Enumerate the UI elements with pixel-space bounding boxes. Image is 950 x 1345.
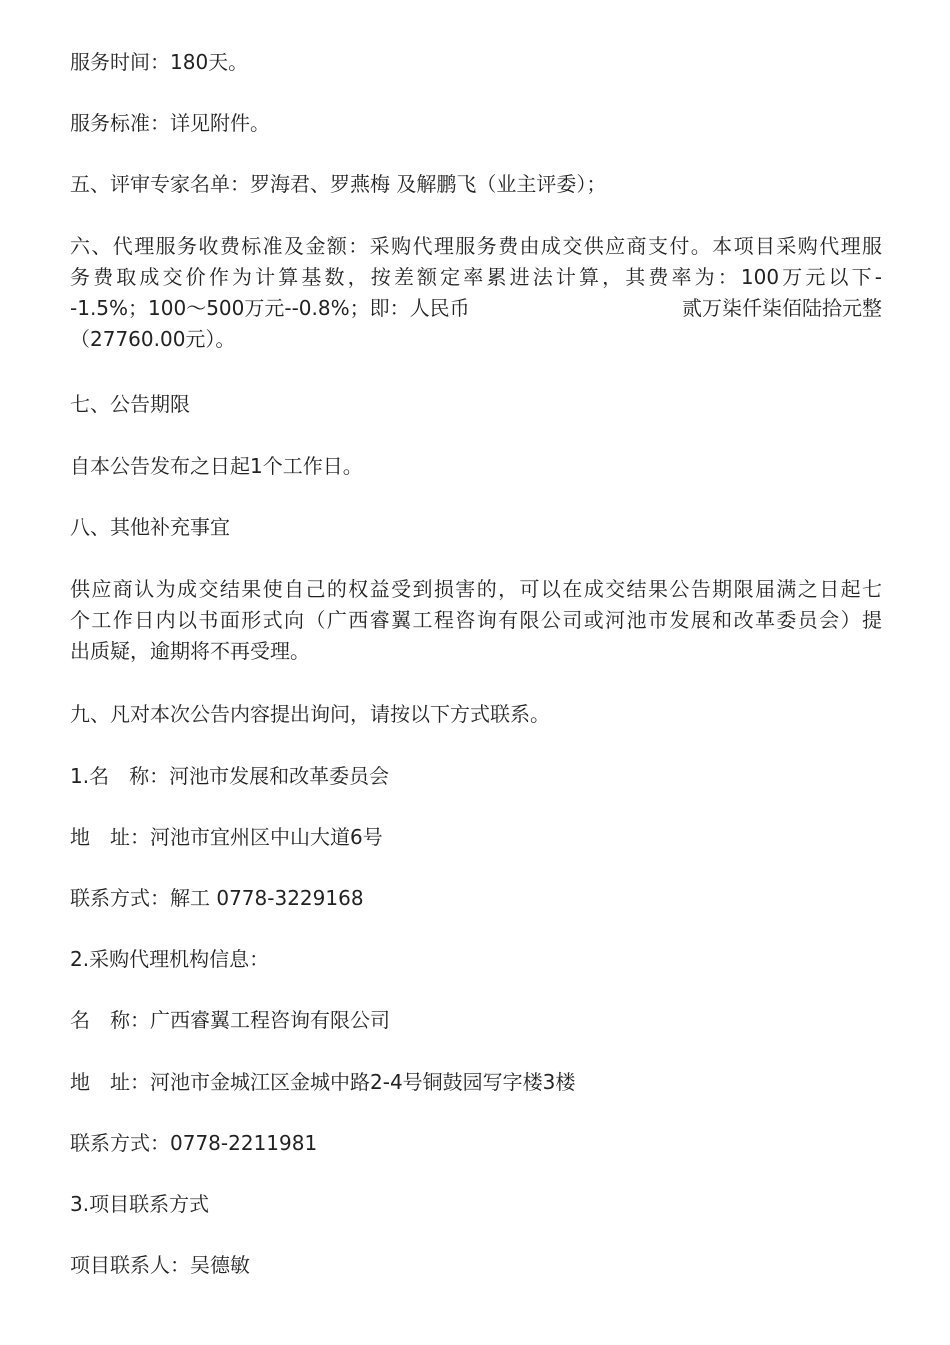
section-5-expert-list: 五、评审专家名单：罗海君、罗燕梅 及解鹏飞（业主评委）； [70, 172, 607, 196]
buyer-address: 地 址：河池市宜州区中山大道6号 [70, 825, 383, 849]
section-8-title: 八、其他补充事宜 [70, 515, 230, 539]
fee-amount-chinese: 贰万柒仟柒佰陆拾元整 [682, 296, 882, 320]
section-8-line-3: 出质疑，逾期将不再受理。 [70, 639, 310, 663]
agency-contact: 联系方式：0778-2211981 [70, 1131, 318, 1155]
section-8-line-2: 个工作日内以书面形式向（广西睿翼工程咨询有限公司或河池市发展和改革委员会）提 [70, 608, 882, 632]
section-8-text [70, 574, 882, 667]
section-6-line-4: （27760.00元）。 [70, 327, 236, 351]
project-contact-person: 项目联系人：吴德敏 [70, 1253, 250, 1277]
service-time: 服务时间：180天。 [70, 50, 249, 74]
agency-info-title: 2.采购代理机构信息： [70, 947, 270, 971]
fee-rate-text: -1.5%；100～500万元--0.8%；即：人民币 [70, 296, 470, 320]
project-contact-title: 3.项目联系方式 [70, 1192, 210, 1216]
section-6-line-3 [70, 293, 882, 324]
buyer-contact: 联系方式：解工 0778-3229168 [70, 886, 364, 910]
buyer-name: 1.名 称：河池市发展和改革委员会 [70, 764, 390, 788]
section-8-line-1: 供应商认为成交结果使自己的权益受到损害的，可以在成交结果公告期限届满之日起七 [70, 577, 882, 601]
section-6-agency-fee [70, 231, 882, 355]
service-standard: 服务标准：详见附件。 [70, 111, 270, 135]
section-7-title: 七、公告期限 [70, 392, 190, 416]
agency-address: 地 址：河池市金城江区金城中路2-4号铜鼓园写字楼3楼 [70, 1070, 576, 1094]
section-6-line-1: 六、代理服务收费标准及金额：采购代理服务费由成交供应商支付。本项目采购代理服 [70, 234, 882, 258]
section-7-text: 自本公告发布之日起1个工作日。 [70, 454, 363, 478]
section-6-line-2: 务费取成交价作为计算基数，按差额定率累进法计算，其费率为：100万元以下- [70, 265, 882, 289]
agency-name: 名 称：广西睿翼工程咨询有限公司 [70, 1008, 390, 1032]
section-9-title: 九、凡对本次公告内容提出询问，请按以下方式联系。 [70, 702, 550, 726]
